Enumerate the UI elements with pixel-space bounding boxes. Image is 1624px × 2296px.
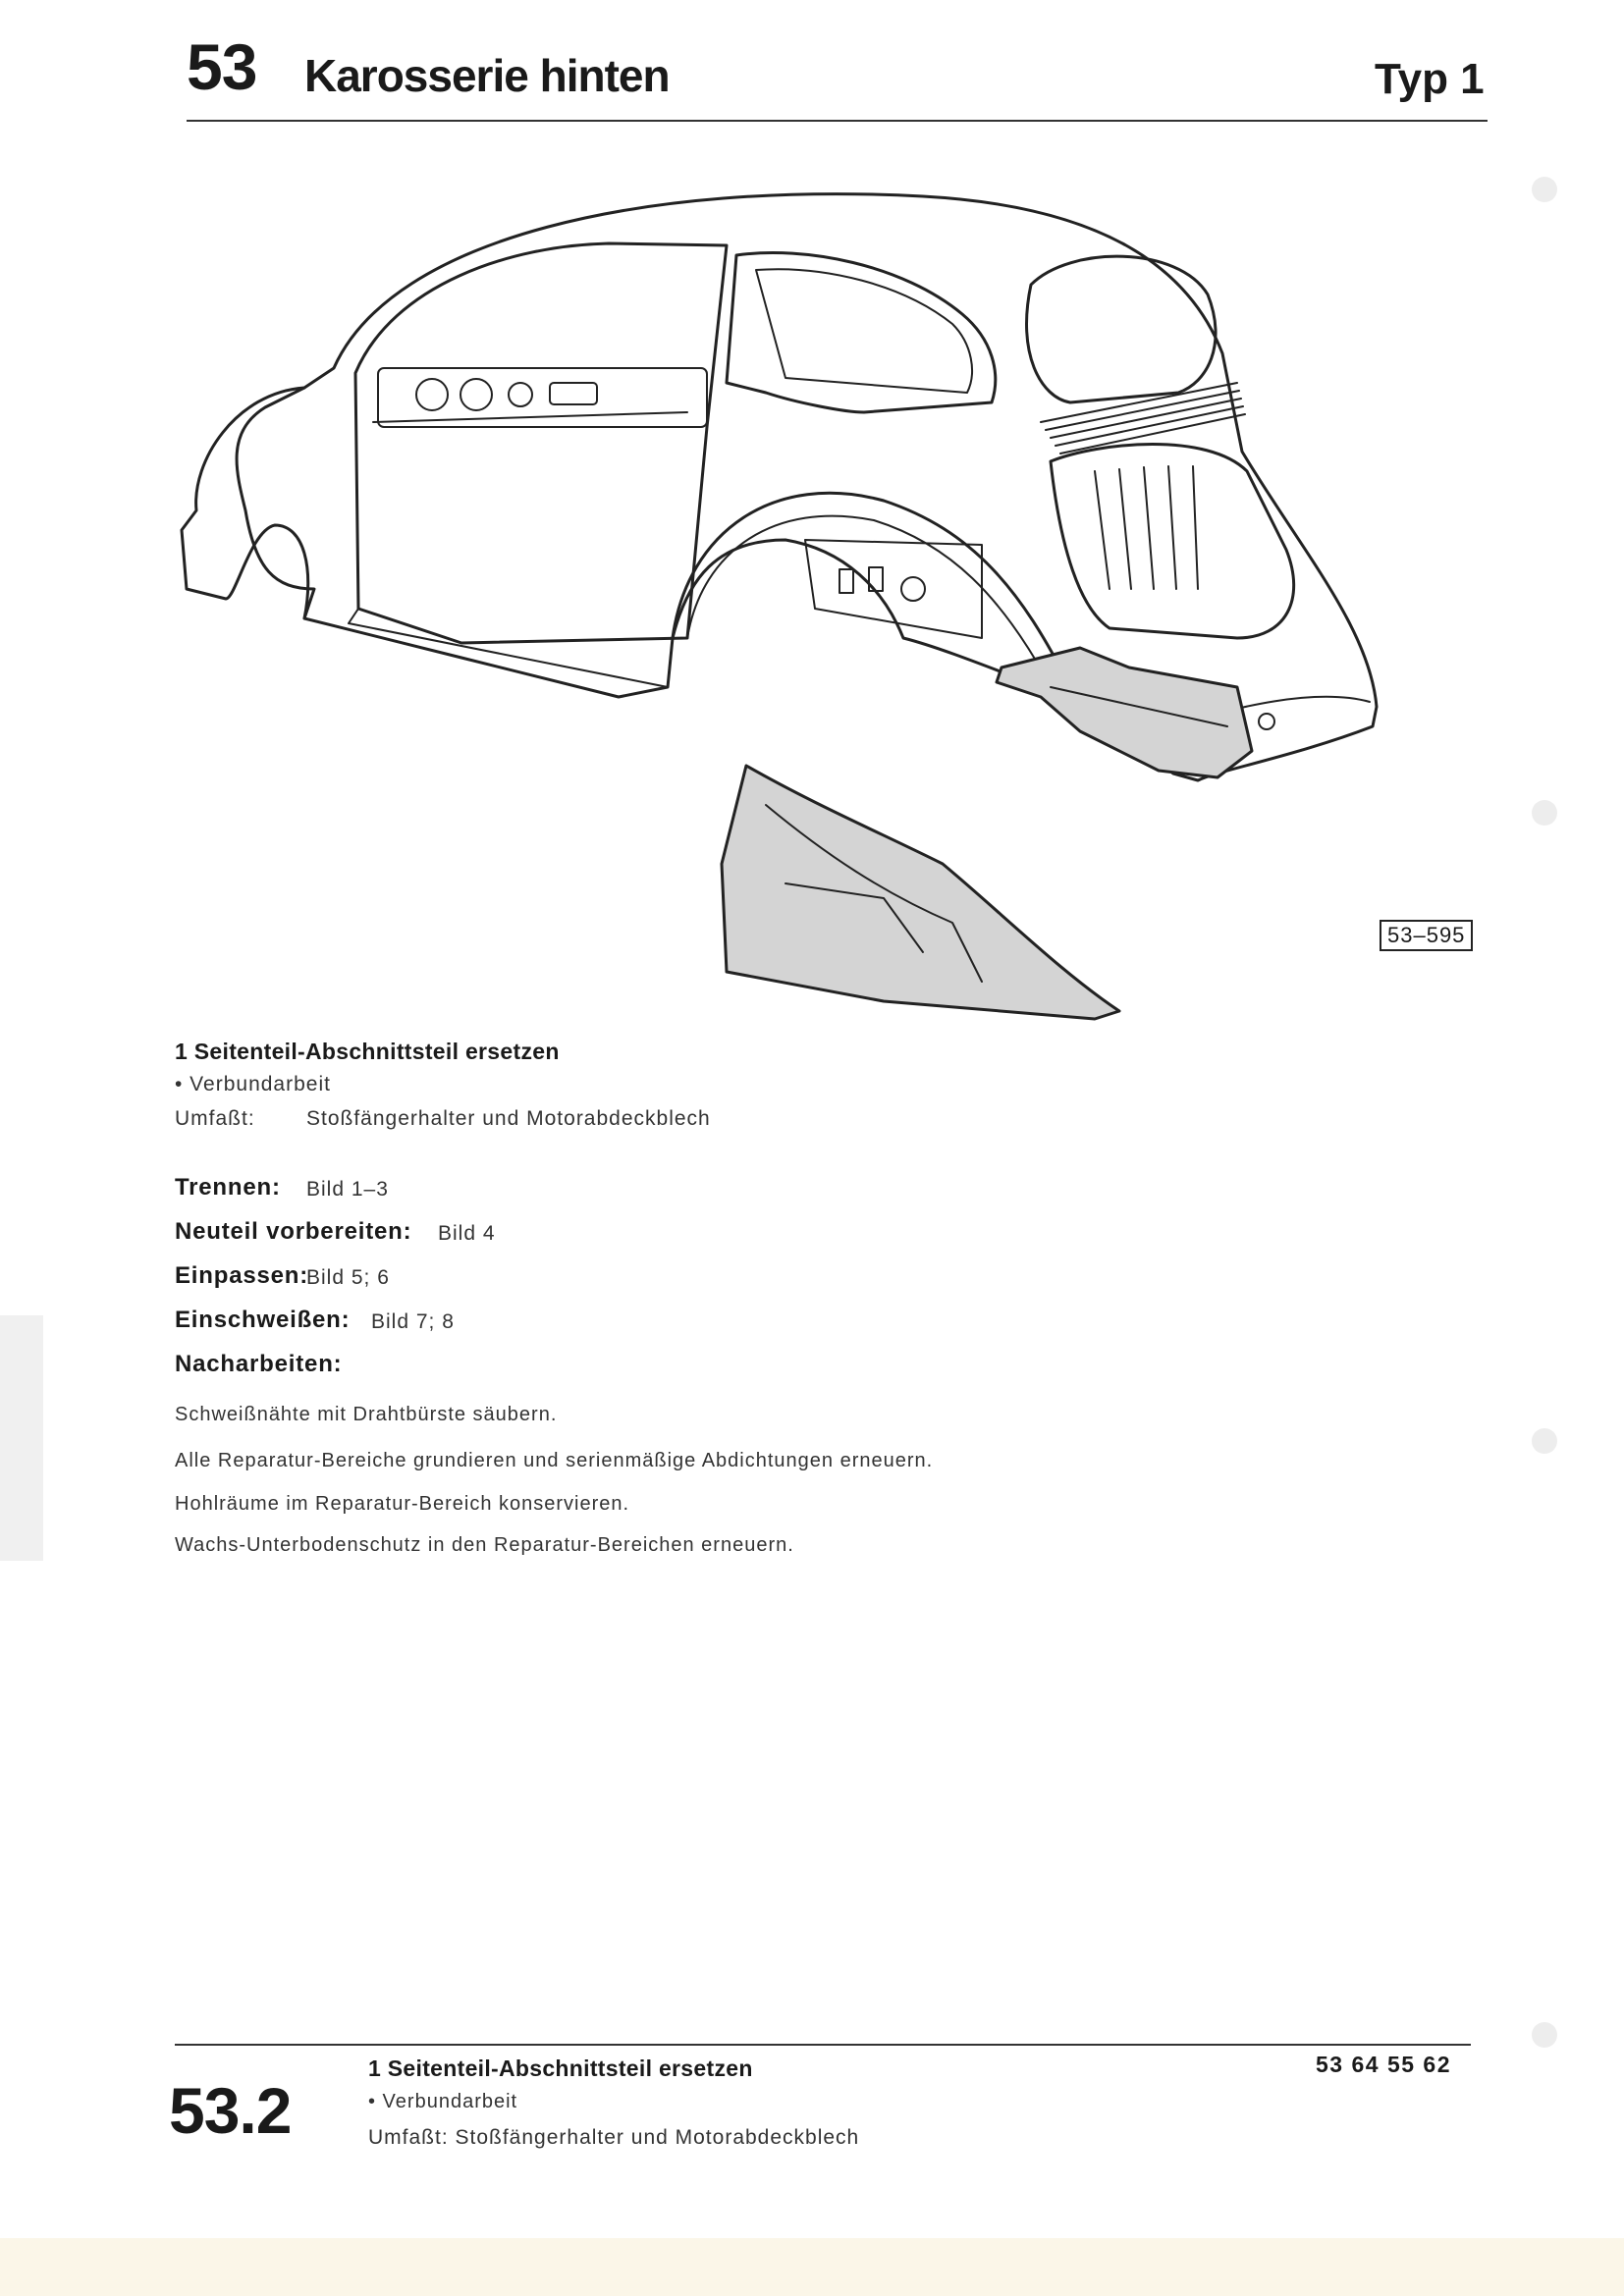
scan-edge-shade bbox=[0, 1315, 43, 1561]
punch-hole bbox=[1532, 800, 1557, 826]
step-value: Bild 4 bbox=[438, 1222, 496, 1245]
quarter-window bbox=[727, 253, 996, 413]
step-label: Einpassen: bbox=[175, 1262, 309, 1289]
page-title: Karosserie hinten bbox=[304, 50, 670, 101]
step-label: Neuteil vorbereiten: bbox=[175, 1218, 412, 1245]
includes-label: Umfaßt: bbox=[175, 1107, 255, 1130]
rear-window bbox=[1027, 256, 1217, 402]
figure-number: 53–595 bbox=[1380, 920, 1473, 951]
step-label: Nacharbeiten: bbox=[175, 1351, 343, 1377]
note-line: Hohlräume im Reparatur-Bereich konservieren. bbox=[175, 1493, 630, 1515]
punch-hole bbox=[1532, 1428, 1557, 1454]
item-title: 1 Seitenteil-Abschnittsteil ersetzen bbox=[175, 1039, 560, 1064]
part-engine-cover bbox=[997, 648, 1252, 777]
note-line: Alle Reparatur-Bereiche grundieren und serienmäßige Abdichtungen erneuern. bbox=[175, 1450, 934, 1471]
note-line: Schweißnähte mit Drahtbürste säubern. bbox=[175, 1404, 558, 1425]
step-label: Einschweißen: bbox=[175, 1307, 351, 1333]
step-label: Trennen: bbox=[175, 1174, 281, 1201]
part-side-panel bbox=[722, 766, 1119, 1019]
step-value: Bild 1–3 bbox=[306, 1178, 389, 1201]
page-number: 53.2 bbox=[169, 2074, 292, 2147]
body-illustration bbox=[137, 177, 1394, 1031]
header-rule bbox=[187, 120, 1488, 122]
note-line: Wachs-Unterbodenschutz in den Reparatur-Bereichen erneuern. bbox=[175, 1534, 794, 1556]
punch-hole bbox=[1532, 2022, 1557, 2048]
scan-bottom-shade bbox=[0, 2238, 1624, 2296]
door-opening bbox=[355, 243, 727, 643]
footer-rule bbox=[175, 2044, 1471, 2046]
step-value: Bild 7; 8 bbox=[371, 1310, 455, 1333]
punch-hole bbox=[1532, 177, 1557, 202]
includes-value: Stoßfängerhalter und Motorabdeckblech bbox=[306, 1107, 711, 1130]
footer-title: 1 Seitenteil-Abschnittsteil ersetzen bbox=[368, 2056, 753, 2081]
section-number: 53 bbox=[187, 30, 257, 103]
step-value: Bild 5; 6 bbox=[306, 1266, 390, 1289]
footer-bullet: • Verbundarbeit bbox=[368, 2091, 518, 2112]
engine-bay bbox=[1051, 445, 1294, 639]
dashboard bbox=[378, 368, 707, 427]
footer-code: 53 64 55 62 bbox=[1316, 2052, 1452, 2077]
item-bullet: • Verbundarbeit bbox=[175, 1073, 331, 1095]
footer-includes: Umfaßt: Stoßfängerhalter und Motorabdeckblech bbox=[368, 2126, 860, 2149]
vehicle-type: Typ 1 bbox=[1375, 55, 1485, 103]
